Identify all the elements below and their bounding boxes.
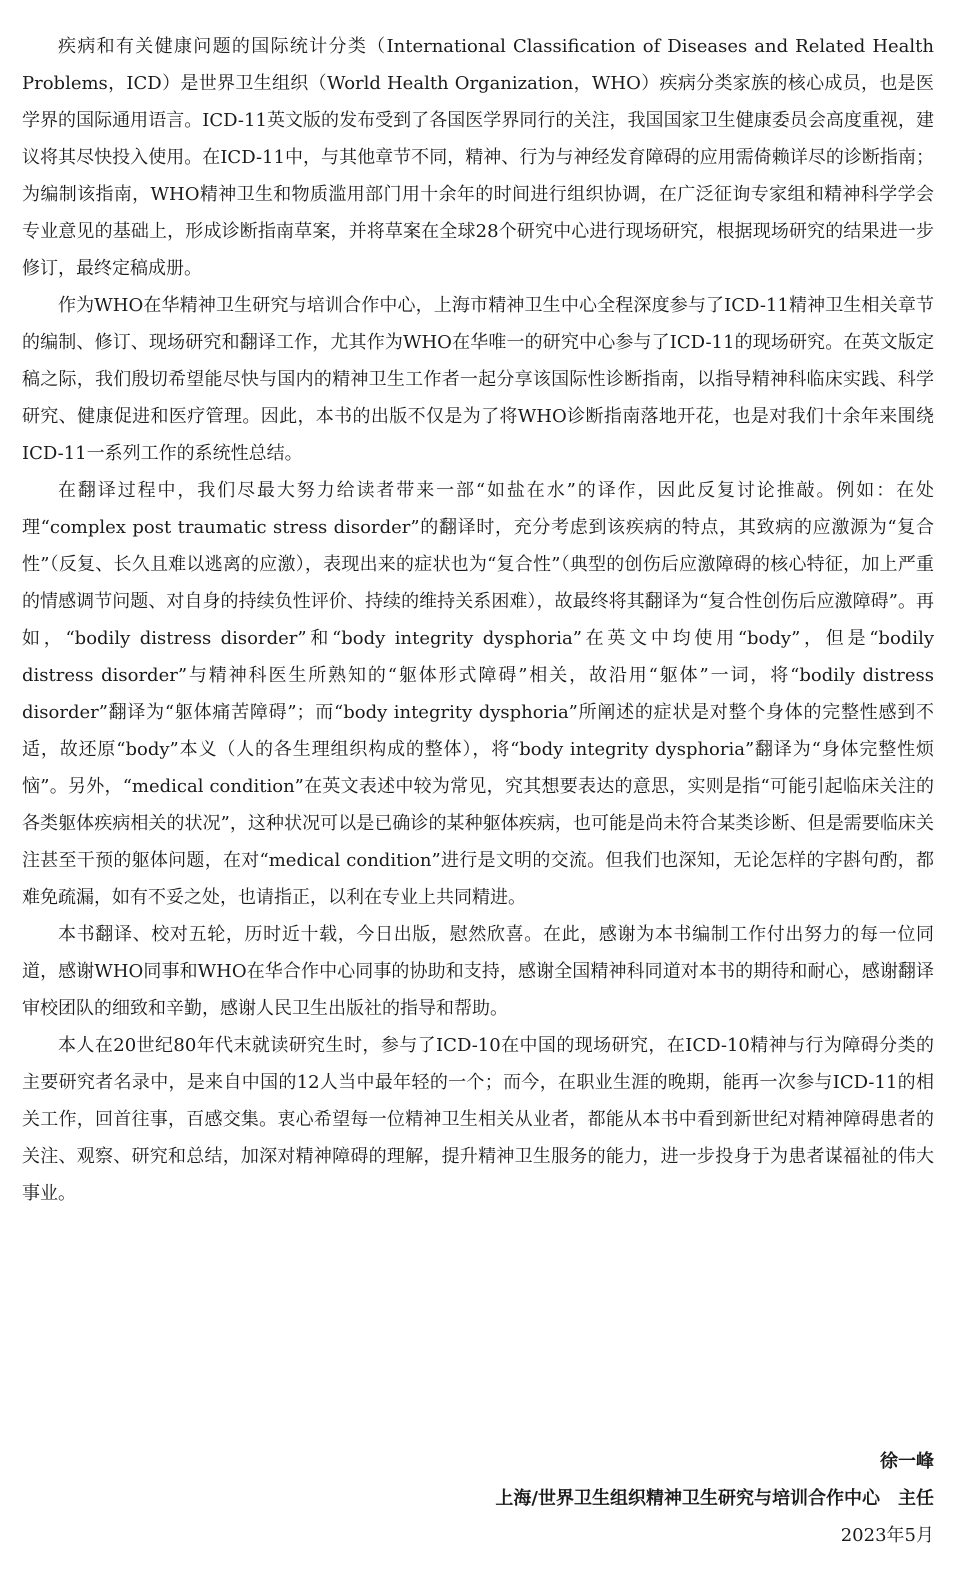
paragraph-acknowledgements: 本书翻译、校对五轮，历时近十载，今日出版，慰然欣喜。在此，感谢为本书编制工作付出努力的每一位同道，感谢WHO同事和WHO在华合作中心同事的协助和支持，感谢全国精神科同道对本书的期待和耐心，感谢翻译审校团队的细致和辛勤，感谢人民卫生出版社的指导和帮助。 <box>22 924 934 1019</box>
signature-organization: 上海/世界卫生组织精神卫生研究与培训合作中心 主任 <box>495 1488 934 1509</box>
paragraph-translation-process: 在翻译过程中，我们尽最大努力给读者带来一部“如盐在水”的译作，因此反复讨论推敲。例如：在处理“complex post traumatic stress disorder”的翻译时，充分考虑到该疾病的特点，其致病的应激源为“复合性”（反复、长久且难以逃离的应激），表现出来的症状也为“复合性”（典型的创伤后应激障碍的核心特征，加上严重的情感调节问题、对自身的持续负性评价、持续的维持关系困难），故最终将其翻译为“复合性创伤后应激障碍”。再如，“bodily distress disorder”和“body integrity dysphoria”在英文中均使用“body”，但是“bodily distress disorder”与精神科医生所熟知的“躯体形式障碍”相关，故沿用“躯体”一词，将“bodily distress disorder”翻译为“躯体痛苦障碍”；而“body integrity dysphoria”所阐述的症状是对整个身体的完整性感到不适，故还原“body”本义（人的各生理组织构成的整体），将“body integrity dysphoria”翻译为“身体完整性烦恼”。另外，“medical condition”在英文表述中较为常见，究其想要表达的意思，实则是指“可能引起临床关注的各类躯体疾病相关的状况”，这种状况可以是已确诊的某种躯体疾病，也可能是尚未符合某类诊断、但是需要临床关注甚至干预的躯体问题，在对“medical condition”进行是文明的交流。但我们也深知，无论怎样的字斟句酌，都难免疏漏，如有不妥之处，也请指正，以利在专业上共同精进。 <box>22 480 934 908</box>
paragraph-personal-reflection: 本人在20世纪80年代末就读研究生时，参与了ICD-10在中国的现场研究，在ICD-10精神与行为障碍分类的主要研究者名录中，是来自中国的12人当中最年轻的一个；而今，在职业生涯的晚期，能再一次参与ICD-11的相关工作，回首往事，百感交集。衷心希望每一位精神卫生相关从业者，都能从本书中看到新世纪对精神障碍患者的关注、观察、研究和总结，加深对精神障碍的理解，提升精神卫生服务的能力，进一步投身于为患者谋福祉的伟大事业。 <box>22 1035 934 1204</box>
paragraph-icd-intro: 疾病和有关健康问题的国际统计分类（International Classification of Diseases and Related Health Problems，ICD）是世界卫生组织（World Health Organization，WHO）疾病分类家族的核心成员，也是医学界的国际通用语言。ICD-11英文版的发布受到了各国医学界同行的关注，我国国家卫生健康委员会高度重视，建议将其尽快投入使用。在ICD-11中，与其他章节不同，精神、行为与神经发育障碍的应用需倚赖详尽的诊断指南；为编制该指南，WHO精神卫生和物质滥用部门用十余年的时间进行组织协调，在广泛征询专家组和精神科学学会专业意见的基础上，形成诊断指南草案，并将草案在全球28个研究中心进行现场研究，根据现场研究的结果进一步修订，最终定稿成册。 <box>22 36 934 279</box>
preface-body <box>22 28 934 1212</box>
signature-name: 徐一峰 <box>880 1451 934 1472</box>
signature-block <box>495 1443 934 1554</box>
signature-date: 2023年5月 <box>840 1525 934 1546</box>
paragraph-who-center-role: 作为WHO在华精神卫生研究与培训合作中心，上海市精神卫生中心全程深度参与了ICD-11精神卫生相关章节的编制、修订、现场研究和翻译工作，尤其作为WHO在华唯一的研究中心参与了ICD-11的现场研究。在英文版定稿之际，我们殷切希望能尽快与国内的精神卫生工作者一起分享该国际性诊断指南，以指导精神科临床实践、科学研究、健康促进和医疗管理。因此，本书的出版不仅是为了将WHO诊断指南落地开花，也是对我们十余年来围绕ICD-11一系列工作的系统性总结。 <box>22 295 934 464</box>
